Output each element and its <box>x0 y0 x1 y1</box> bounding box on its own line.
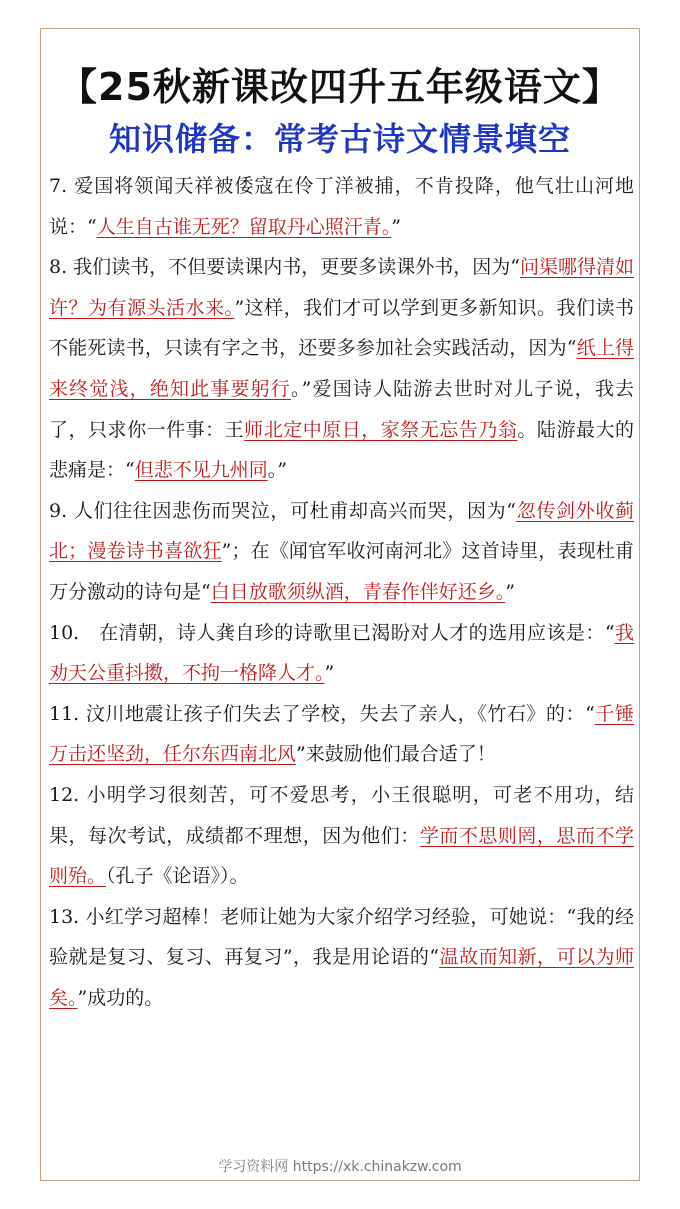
question-list <box>49 166 634 1018</box>
question-11: 11. 汶川地震让孩子们失去了学校，失去了亲人，《竹石》的：“千锤万击还坚劲，任尔东西南北风”来鼓励他们最合适了！ <box>49 702 634 766</box>
answer: 纸上得来终觉浅，绝知此事要躬行 <box>49 337 634 400</box>
question-12: 12. 小明学习很刻苦，可不爱思考，小王很聪明，可老不用功，结果，每次考试，成绩都不理想，因为他们：学而不思则罔，思而不学则殆。（孔子《论语》）。 <box>49 783 634 888</box>
page-subtitle: 知识储备：常考古诗文情景填空 <box>108 120 571 158</box>
footer-watermark: 学习资料网 https://xk.chinakzw.com <box>218 1159 462 1175</box>
question-7: 7. 爱国将领闻天祥被倭寇在伶丁洋被捕，不肯投降，他气壮山河地说：“人生自古谁无死？留取丹心照汗青。” <box>49 175 634 238</box>
answer: 千锤万击还坚劲，任尔东西南北风 <box>49 702 634 766</box>
question-9: 9. 人们往往因悲伤而哭泣，可杜甫却高兴而哭，因为“忽传剑外收蓟北；漫卷诗书喜欲狂”；在《闻官军收河南河北》这首诗里，表现杜甫万分激动的诗句是“白日放歌须纵酒，青春作伴好还乡。” <box>49 499 634 603</box>
answer: 人生自古谁无死？留取丹心照汗青。 <box>96 215 392 238</box>
answer: 问渠哪得清如许？为有源头活水来。 <box>49 256 634 319</box>
answer: 我劝天公重抖擞，不拘一格降人才。 <box>49 621 634 685</box>
page-title: 【25秋新课改四升五年级语文】 <box>59 65 621 109</box>
question-10: 10. 在清朝，诗人龚自珍的诗歌里已渴盼对人才的选用应该是：“我劝天公重抖擞，不拘一格降人才。” <box>49 621 634 685</box>
answer: 忽传剑外收蓟北；漫卷诗书喜欲狂 <box>49 499 634 563</box>
answer: 温故而知新，可以为师矣。 <box>49 946 634 1009</box>
answer: 白日放歌须纵酒，青春作伴好还乡。 <box>210 580 506 603</box>
answer: 师北定中原日，家祭无忘告乃翁 <box>244 418 518 441</box>
question-8: 8. 我们读书，不但要读课内书，更要多读课外书，因为“问渠哪得清如许？为有源头活水来。”这样，我们才可以学到更多新知识。我们读书不能死读书，只读有字之书，还要多参加社会实践活动，因为“纸上得来终觉浅，绝知此事要躬行。”爱国诗人陆游去世时对儿子说，我去了，只求你一件事：王师北定中原日，家祭无忘告乃翁。陆游最大的悲痛是：“但悲不见九州同。” <box>49 256 634 482</box>
answer: 学而不思则罔，思而不学则殆。 <box>49 824 634 888</box>
question-13: 13. 小红学习超棒！老师让她为大家介绍学习经验，可她说：“我的经验就是复习、复习、再复习”，我是用论语的“温故而知新，可以为师矣。”成功的。 <box>49 905 634 1009</box>
answer: 但悲不见九州同 <box>134 459 268 482</box>
